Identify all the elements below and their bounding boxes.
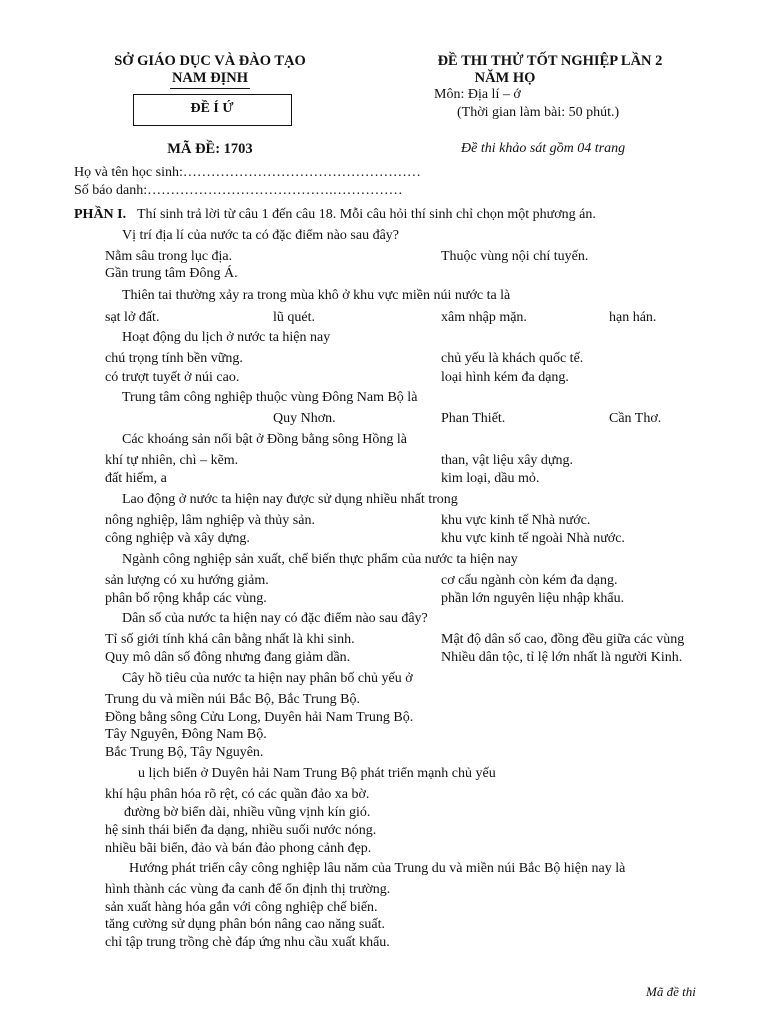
option-b[interactable]: đường bờ biển dài, nhiều vũng vịnh kín gió. xyxy=(124,805,371,820)
student-name-field[interactable]: Họ và tên học sinh:…………………………………………… xyxy=(74,165,421,180)
option-c[interactable]: công nghiệp và xây dựng. xyxy=(105,531,250,546)
option-a[interactable]: chú trọng tính bền vững. xyxy=(105,351,243,366)
option-c[interactable]: Phan Thiết. xyxy=(441,411,506,426)
option-a[interactable]: sạt lở đất. xyxy=(105,310,160,325)
question-stem: u lịch biển ở Duyên hải Nam Trung Bộ phát triển mạnh chủ yếu xyxy=(138,766,496,781)
option-c[interactable]: hệ sinh thái biển đa dạng, nhiều suối nước nóng. xyxy=(105,823,377,838)
student-id-field[interactable]: Số báo danh:………………………………….…………… xyxy=(74,183,403,198)
question-stem: Trung tâm công nghiệp thuộc vùng Đông Nam Bộ là xyxy=(122,390,418,405)
option-a[interactable]: Tỉ số giới tính khá cân bằng nhất là khi sinh. xyxy=(105,632,355,647)
question-stem: Hướng phát triển cây công nghiệp lâu năm của Trung du và miền núi Bắc Bộ hiện nay là xyxy=(129,861,626,876)
question-stem: Vị trí địa lí của nước ta có đặc điểm nào sau đây? xyxy=(122,228,399,243)
option-c[interactable]: phân bố rộng khắp các vùng. xyxy=(105,591,267,606)
option-c[interactable]: Gần trung tâm Đông Á. xyxy=(105,266,238,281)
question-stem: Dân số của nước ta hiện nay có đặc điểm nào sau đây? xyxy=(122,611,428,626)
option-b[interactable]: chủ yếu là khách quốc tế. xyxy=(441,351,584,366)
footer-exam-code: Mã đề thi xyxy=(646,984,696,999)
option-b[interactable]: Thuộc vùng nội chí tuyến. xyxy=(441,249,589,264)
option-d[interactable]: loại hình kém đa dạng. xyxy=(441,370,569,385)
option-d[interactable]: phần lớn nguyên liệu nhập khẩu. xyxy=(441,591,625,606)
part-instruction: Thí sinh trả lời từ câu 1 đến câu 18. Mỗi câu hỏi thí sinh chỉ chọn một phương án. xyxy=(137,207,596,222)
question-stem: Hoạt động du lịch ở nước ta hiện nay xyxy=(122,330,331,345)
exam-code: MÃ ĐỀ: 1703 xyxy=(167,141,253,157)
option-c[interactable]: tăng cường sử dụng phân bón nâng cao năng suất. xyxy=(105,917,385,932)
option-c[interactable]: xâm nhập mặn. xyxy=(441,310,527,325)
option-a[interactable]: hình thành các vùng đa canh để ổn định thị trường. xyxy=(105,882,391,897)
question-stem: Các khoáng sản nổi bật ở Đồng bằng sông Hồng là xyxy=(122,432,408,447)
option-b[interactable]: sản xuất hàng hóa gắn với công nghiệp chế biến. xyxy=(105,900,378,915)
option-d[interactable]: Cần Thơ. xyxy=(609,411,662,426)
option-c[interactable]: có trượt tuyết ở núi cao. xyxy=(105,370,240,385)
option-a[interactable]: khí tự nhiên, chì – kẽm. xyxy=(105,453,239,468)
option-d[interactable]: chỉ tập trung trồng chè đáp ứng nhu cầu xuất khẩu. xyxy=(105,935,390,950)
duration-line: (Thời gian làm bài: 50 phút.) xyxy=(457,105,620,120)
option-d[interactable]: Nhiều dân tộc, tỉ lệ lớn nhất là người Kinh. xyxy=(441,650,683,665)
pages-note: Đề thi khảo sát gồm 04 trang xyxy=(461,141,626,156)
option-b[interactable]: khu vực kinh tế Nhà nước. xyxy=(441,513,591,528)
option-d[interactable]: khu vực kinh tế ngoài Nhà nước. xyxy=(441,531,625,546)
option-c[interactable]: Tây Nguyên, Đông Nam Bộ. xyxy=(105,727,267,742)
option-b[interactable]: lũ quét. xyxy=(273,310,315,325)
option-c[interactable]: đất hiếm, a xyxy=(105,471,167,486)
official-exam-label: ĐỀ Í Ứ xyxy=(190,101,234,116)
option-d[interactable]: nhiều bãi biển, đảo và bán đảo phong cảnh đẹp. xyxy=(105,841,372,856)
option-b[interactable]: Quy Nhơn. xyxy=(273,411,336,426)
part-label: PHẦN I. xyxy=(74,207,127,222)
option-a[interactable]: sản lượng có xu hướng giảm. xyxy=(105,573,269,588)
option-d[interactable]: hạn hán. xyxy=(609,310,657,325)
option-a[interactable]: Trung du và miền núi Bắc Bộ, Bắc Trung Bộ. xyxy=(105,692,360,707)
question-stem: Cây hồ tiêu của nước ta hiện nay phân bố chủ yếu ở xyxy=(122,671,413,686)
option-a[interactable]: Nằm sâu trong lục địa. xyxy=(105,249,233,264)
question-stem: Ngành công nghiệp sản xuất, chế biến thực phẩm của nước ta hiện nay xyxy=(122,552,518,567)
question-stem: Lao động ở nước ta hiện nay được sử dụng nhiều nhất trong xyxy=(122,492,458,507)
option-a[interactable]: nông nghiệp, lâm nghiệp và thủy sản. xyxy=(105,513,315,528)
option-b[interactable]: Đồng bằng sông Cửu Long, Duyên hải Nam Trung Bộ. xyxy=(105,710,414,725)
option-b[interactable]: Mật độ dân số cao, đồng đều giữa các vùng xyxy=(441,632,685,647)
exam-year: NĂM HỌ xyxy=(474,70,536,86)
question-stem: Thiên tai thường xảy ra trong mùa khô ở khu vực miền núi nước ta là xyxy=(122,288,511,303)
option-a[interactable]: khí hậu phân hóa rõ rệt, có các quần đảo xa bờ. xyxy=(105,787,370,802)
exam-title: ĐỀ THI THỬ TỐT NGHIỆP LẦN 2 xyxy=(437,53,663,69)
header-underline xyxy=(170,88,250,89)
province-name: NAM ĐỊNH xyxy=(171,70,249,86)
option-d[interactable]: Bắc Trung Bộ, Tây Nguyên. xyxy=(105,745,264,760)
subject-line: Môn: Địa lí – ớ xyxy=(434,87,521,102)
option-b[interactable]: than, vật liệu xây dựng. xyxy=(441,453,574,468)
option-d[interactable]: kim loại, dầu mỏ. xyxy=(441,471,540,486)
option-b[interactable]: cơ cấu ngành còn kém đa dạng. xyxy=(441,573,618,588)
department-name: SỞ GIÁO DỤC VÀ ĐÀO TẠO xyxy=(114,53,306,69)
option-c[interactable]: Quy mô dân số đông nhưng đang giảm dần. xyxy=(105,650,351,665)
